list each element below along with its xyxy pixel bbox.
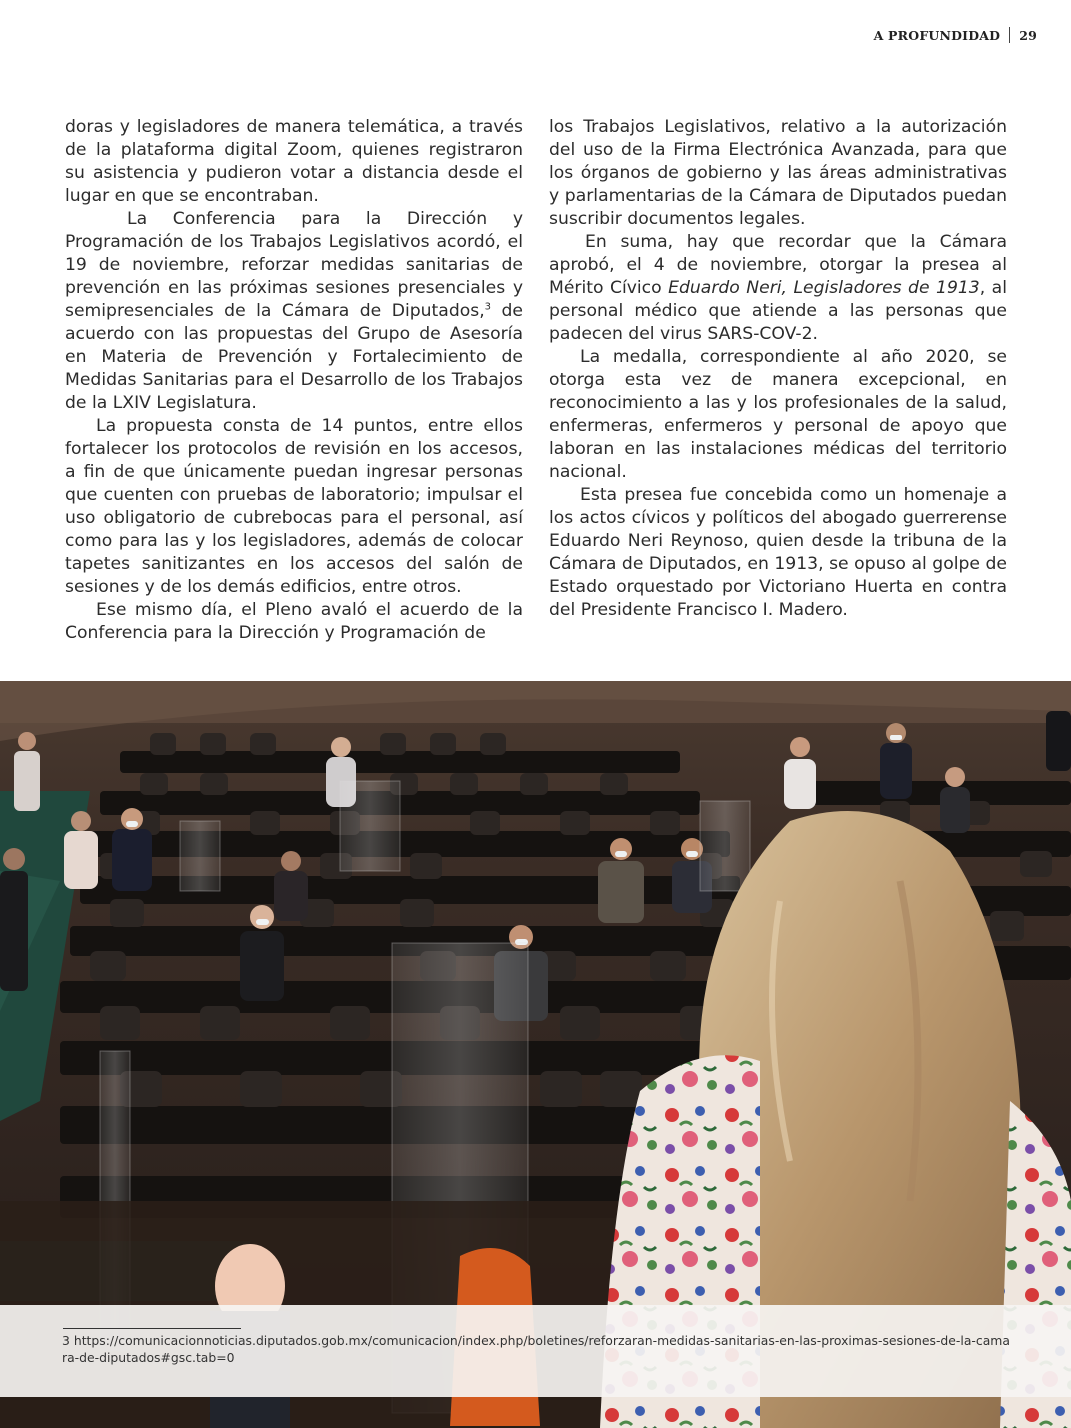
footnote-divider: [63, 1328, 241, 1329]
running-header: [874, 27, 1037, 43]
award-name: Eduardo Neri, Legisladores de 1913: [668, 278, 980, 298]
footnote-link[interactable]: https://comunicacionnoticias.diputados.gob.mx/comunicacion/index.php/boletines/reforzaran-medidas-sanitarias-en-las-proximas-sesiones-de-la-camara-de-diputados#gsc.tab=0: [62, 1333, 1010, 1365]
footnote-reference[interactable]: 3: [484, 301, 492, 313]
paragraph: La Conferencia para la Dirección y Programación de los Trabajos Legislativos acordó, el 19 de noviembre, reforzar medidas sanitarias de prevención en las próximas sesiones presenciales y semipresenciales de la Cámara de Diputados,$^3$ de acuerdo con las propuestas del Grupo de Asesoría en Materia de Prevención y Fortalecimiento de Medidas Sanitarias para el Desarrollo de los Trabajos de la LXIV Legislatura.: [65, 209, 523, 413]
paragraph: Ese mismo día, el Pleno avaló el acuerdo de la Conferencia para la Dirección y Programación de: [65, 600, 523, 643]
footnote-area: [0, 1305, 1071, 1397]
paragraph: En suma, hay que recordar que la Cámara aprobó, el 4 de noviembre, otorgar la presea al Mérito Cívico Eduardo Neri, Legisladores de 1913, al personal médico que atiende a las personas que padecen del virus SARS-COV-2.: [549, 232, 1007, 344]
section-title: A PROFUNDIDAD: [873, 27, 1001, 43]
chamber-session-photo: [0, 681, 1071, 1428]
right-column: [549, 116, 1007, 622]
paragraph: La medalla, correspondiente al año 2020, se otorga esta vez de manera excepcional, en reconocimiento a las y los profesionales de la salud, enfermeras, enfermeros y personal de apoyo que laboran en las instalaciones médicas del territorio nacional.: [549, 347, 1007, 482]
header-divider: [1009, 27, 1010, 43]
paragraph: La propuesta consta de 14 puntos, entre ellos fortalecer los protocolos de revisión en los accesos, a fin de que únicamente puedan ingresar personas que cuenten con pruebas de laboratorio; impulsar el uso obligatorio de cubrebocas para el personal, así como para las y los legisladores, además de colocar tapetes sanitizantes en los accesos del salón de sesiones y de los demás edificios, entre otros.: [65, 416, 523, 597]
left-column: [65, 116, 523, 645]
paragraph: los Trabajos Legislativos, relativo a la autorización del uso de la Firma Electrónica Avanzada, para que los órganos de gobierno y las áreas administrativas y parlamentarias de la Cámara de Diputados puedan suscribir documentos legales.: [549, 117, 1007, 229]
paragraph: doras y legisladores de manera telemática, a través de la plataforma digital Zoom, quienes registraron su asistencia y pudieron votar a distancia desde el lugar en que se encontraban.: [65, 117, 523, 206]
footnote: [62, 1332, 1012, 1366]
footnote-number: 3: [62, 1333, 70, 1348]
page-number: 29: [1019, 27, 1037, 43]
paragraph: Esta presea fue concebida como un homenaje a los actos cívicos y políticos del abogado guerrerense Eduardo Neri Reynoso, quien desde la tribuna de la Cámara de Diputados, en 1913, se opuso al golpe de Estado orquestado por Victoriano Huerta en contra del Presidente Francisco I. Madero.: [549, 485, 1007, 620]
